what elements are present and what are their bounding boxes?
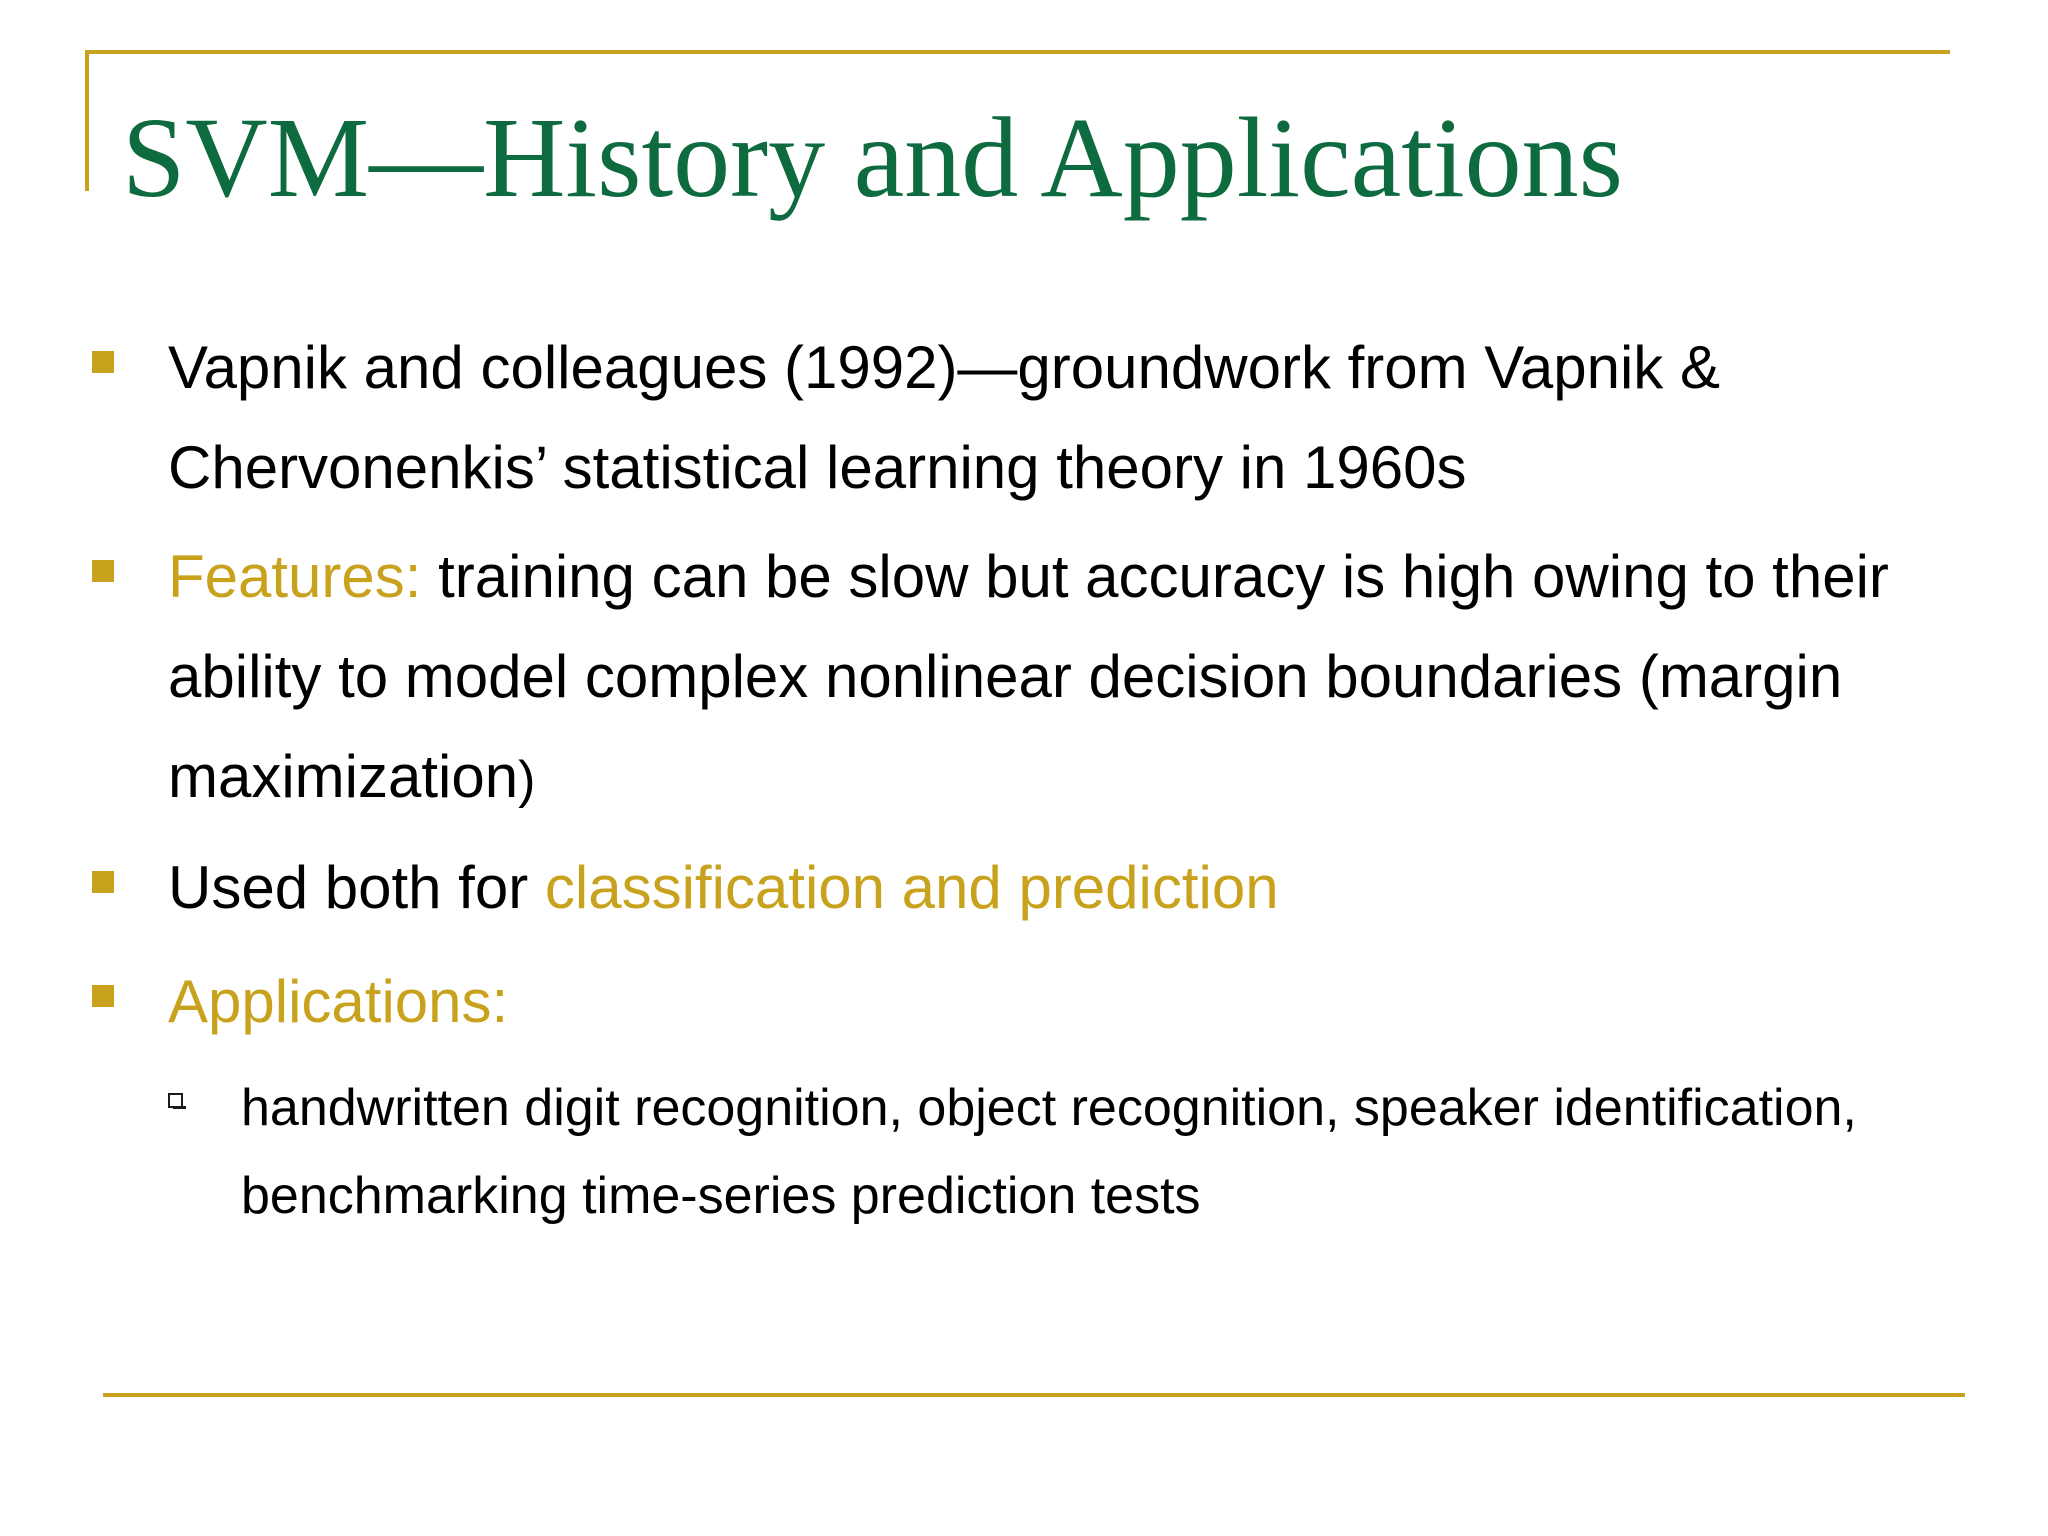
applications-list-text: handwritten digit recognition, object recognition, speaker identification, benchmarking time-series prediction tests bbox=[241, 1079, 1857, 1225]
bullet-item-features bbox=[168, 527, 1908, 830]
bullet-item-history bbox=[168, 318, 1908, 518]
box-bullet-icon bbox=[168, 1093, 183, 1108]
bullet-item-applications bbox=[168, 952, 1908, 1052]
bullet-history-text: Vapnik and colleagues (1992)—groundwork from Vapnik & Chervonenkis’ statistical learning theory in 1960s bbox=[168, 334, 1720, 501]
title-frame-top-rule bbox=[85, 50, 1950, 54]
usage-highlight: classification and prediction bbox=[544, 854, 1279, 921]
features-label: Features: bbox=[168, 543, 422, 610]
slide-title: SVM—History and Applications bbox=[122, 94, 1623, 221]
subitem-applications-list bbox=[241, 1064, 1921, 1240]
features-text: training can be slow but accuracy is high owing to their ability to model complex nonlinear decision boundaries (margin maximization bbox=[168, 543, 1889, 810]
bottom-rule bbox=[103, 1393, 1965, 1397]
title-frame-left-rule bbox=[85, 50, 89, 191]
square-bullet-icon bbox=[92, 985, 114, 1007]
applications-label: Applications: bbox=[168, 968, 509, 1035]
square-bullet-icon bbox=[92, 351, 114, 373]
features-closing-paren: ) bbox=[518, 751, 536, 809]
square-bullet-icon bbox=[92, 560, 114, 582]
square-bullet-icon bbox=[92, 871, 114, 893]
usage-text: Used both for bbox=[168, 854, 545, 921]
bullet-item-usage bbox=[168, 838, 1908, 938]
